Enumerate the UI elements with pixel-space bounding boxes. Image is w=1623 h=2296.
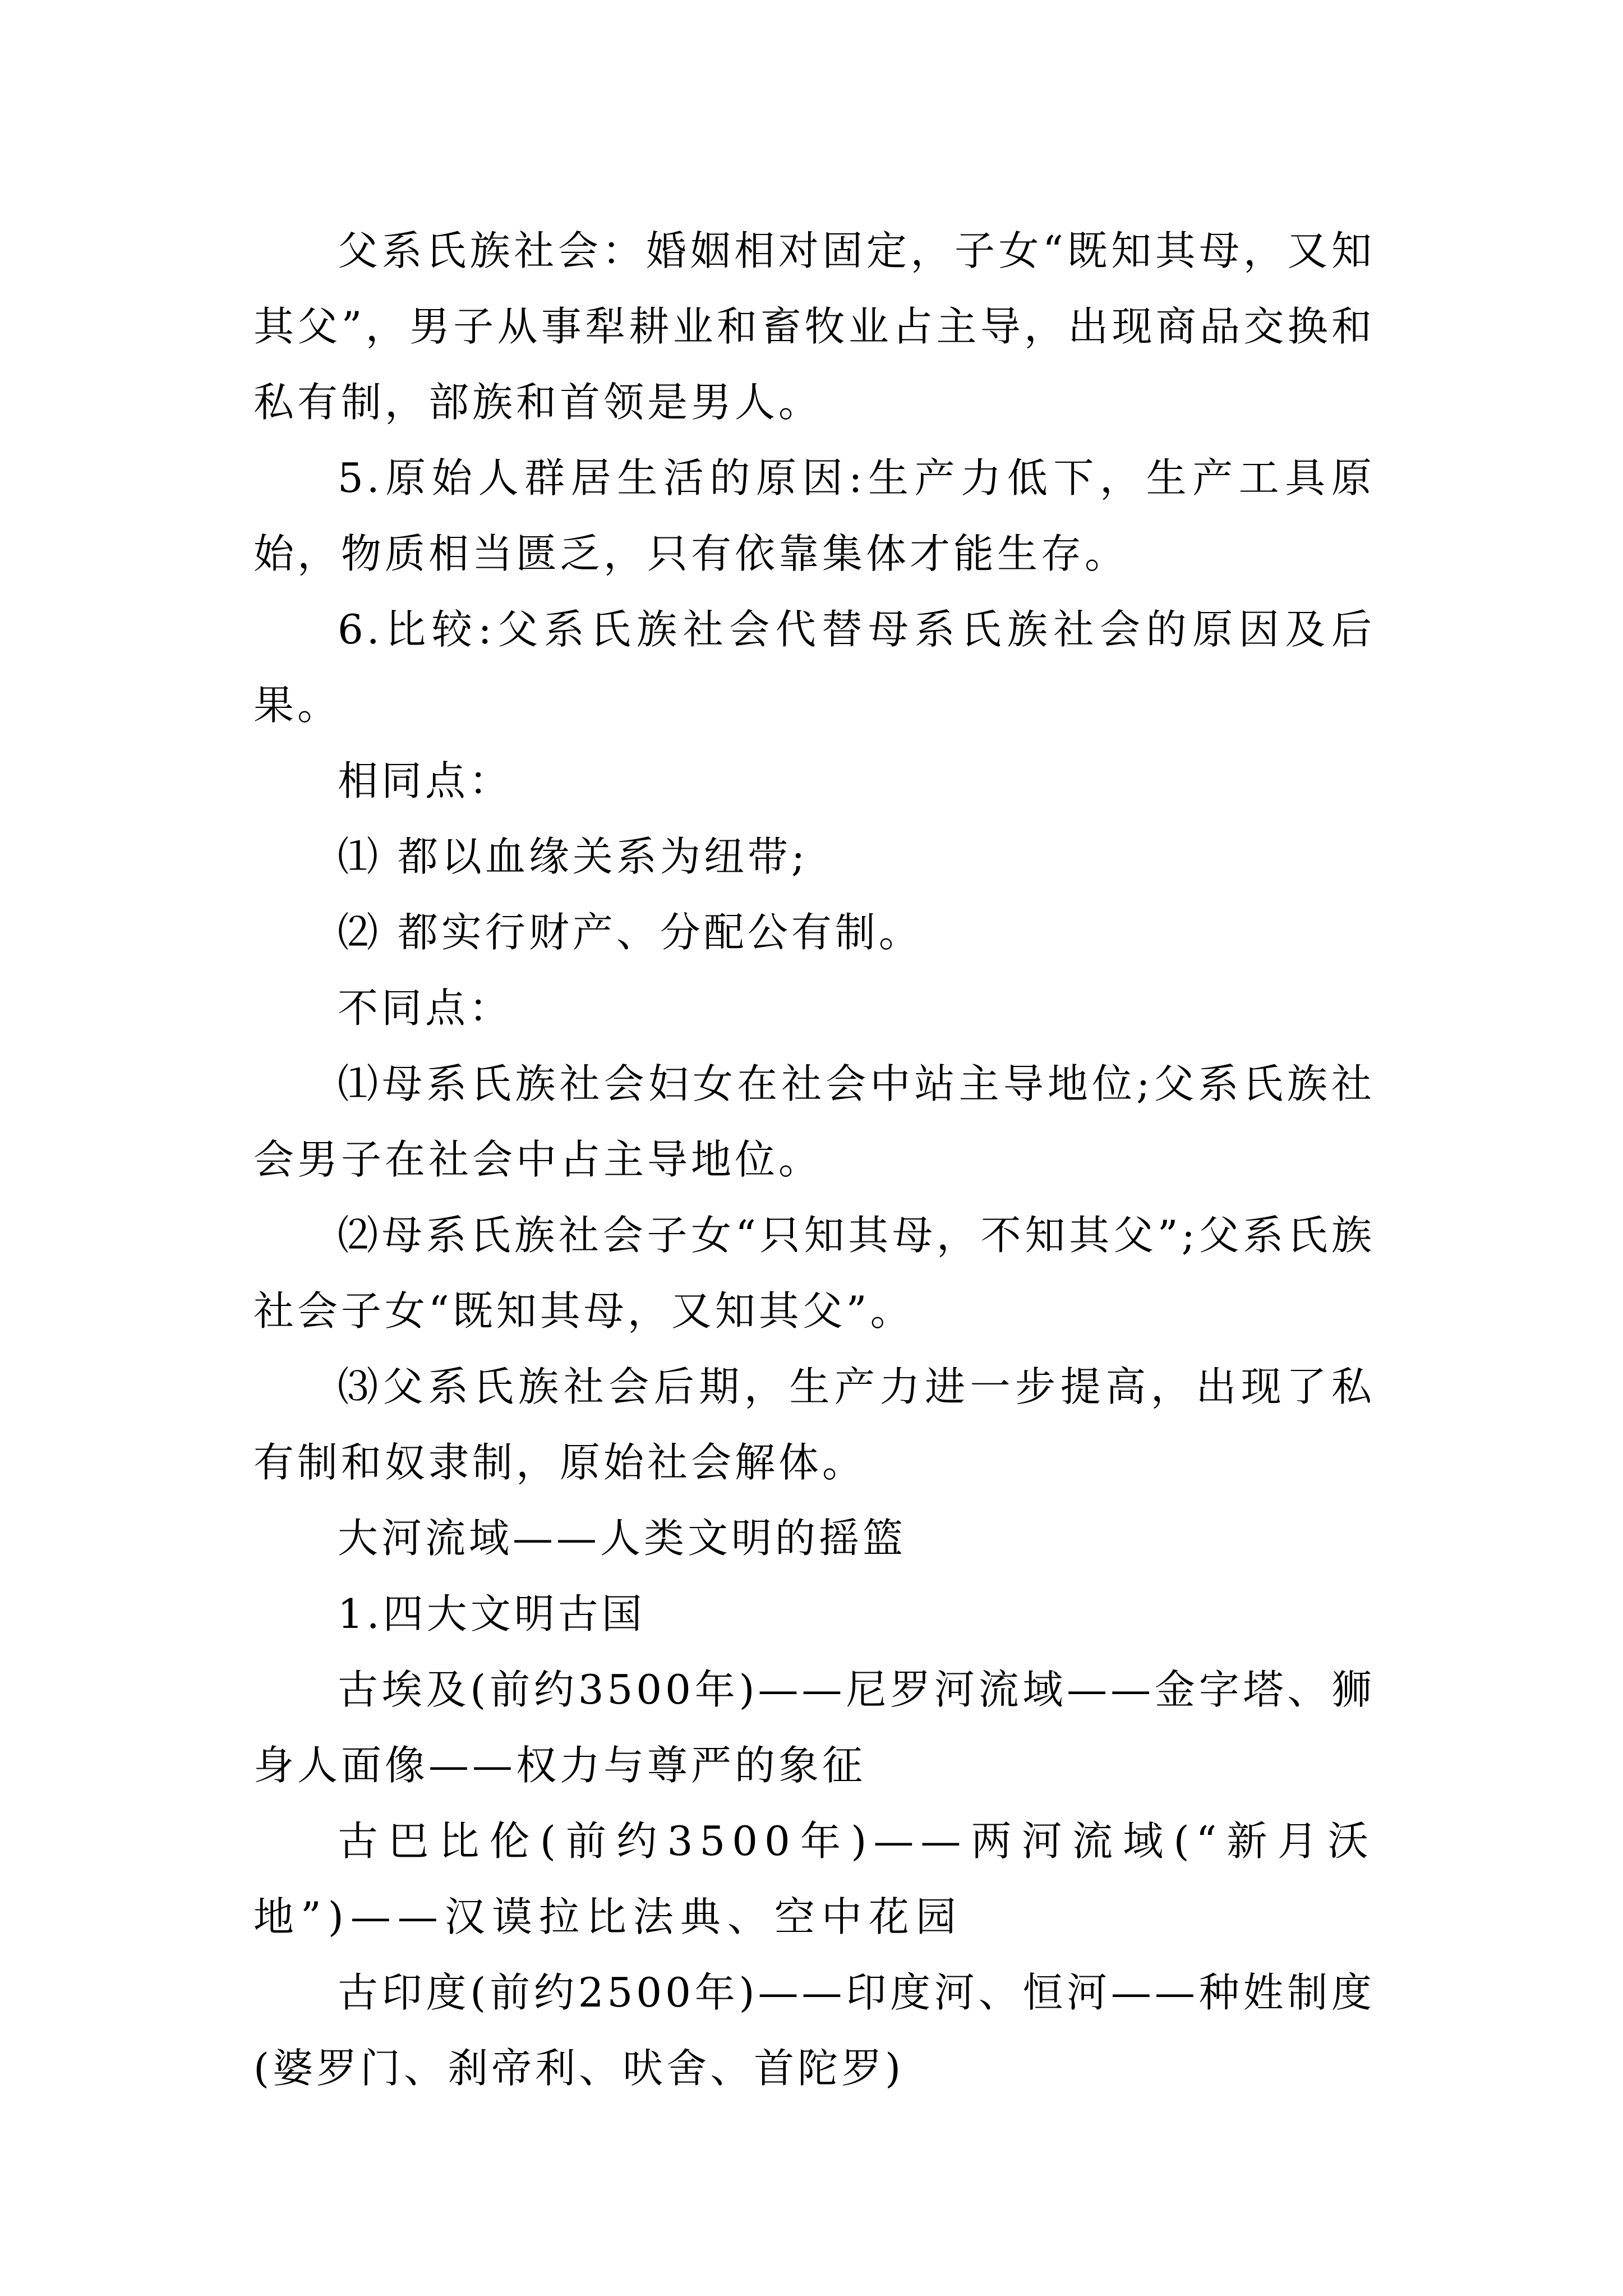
paragraph-point-6: 6.比较:父系氏族社会代替母系氏族社会的原因及后果。	[253, 606, 1375, 729]
civilization-babylon: 古巴比伦(前约3500年)——两河流域(“新月沃地”)——汉谟拉比法典、空中花园	[253, 1818, 1375, 1940]
difference-item-2: ⑵母系氏族社会子女“只知其母，不知其父”;父系氏族社会子女“既知其母，又知其父”。	[253, 1212, 1375, 1335]
civilization-india: 古印度(前约2500年)——印度河、恒河——种姓制度(婆罗门、刹帝利、吠舍、首陀罗)	[253, 1969, 1375, 2092]
paragraph-point-5: 5.原始人群居生活的原因:生产力低下，生产工具原始，物质相当匮乏，只有依靠集体才能生存。	[253, 454, 1375, 577]
document-page	[253, 213, 1375, 2106]
subheading-four-civilizations: 1.四大文明古国	[338, 1590, 645, 1637]
heading-differences: 不同点：	[338, 984, 513, 1032]
section-title-river-civilizations: 大河流域——人类文明的摇篮	[338, 1515, 907, 1562]
similarity-item-1: ⑴ 都以血缘关系为纽带;	[338, 833, 809, 880]
similarity-item-2: ⑵ 都实行财产、分配公有制。	[338, 909, 923, 956]
paragraph-patrilineal-society: 父系氏族社会：婚姻相对固定，子女“既知其母，又知其父”，男子从事犁耕业和畜牧业占主导，出现商品交换和私有制，部族和首领是男人。	[253, 227, 1375, 426]
heading-similarities: 相同点：	[338, 757, 513, 804]
difference-item-1: ⑴母系氏族社会妇女在社会中站主导地位;父系氏族社会男子在社会中占主导地位。	[253, 1060, 1375, 1183]
civilization-egypt: 古埃及(前约3500年)——尼罗河流域——金字塔、狮身人面像——权力与尊严的象征	[253, 1666, 1375, 1789]
difference-item-3: ⑶父系氏族社会后期，生产力进一步提高，出现了私有制和奴隶制，原始社会解体。	[253, 1363, 1375, 1486]
